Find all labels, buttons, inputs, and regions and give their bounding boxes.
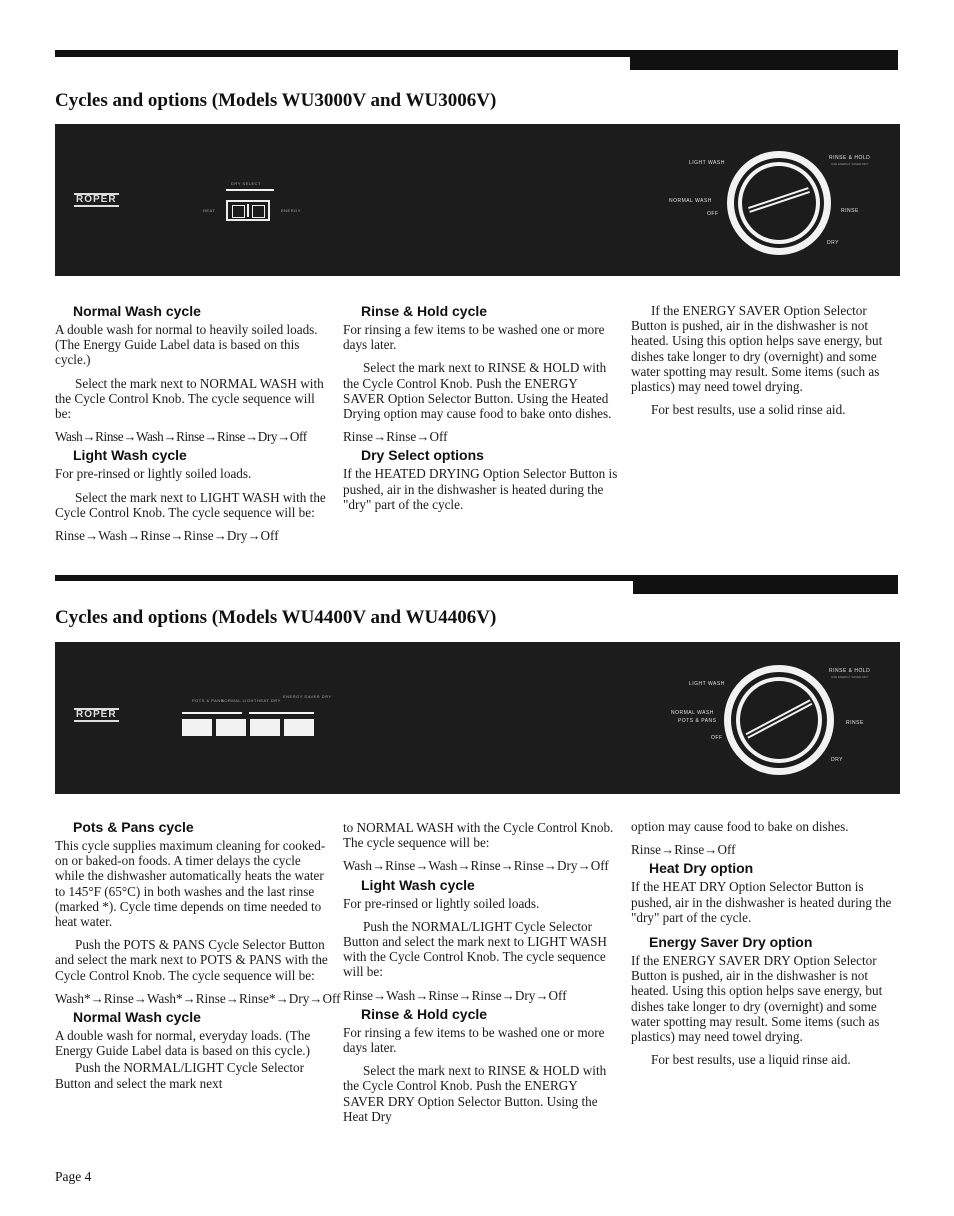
dry-select-button[interactable] [226, 200, 270, 221]
text: Push the NORMAL/LIGHT Cycle Selector Button and select the mark next to LIGHT WASH with the Cycle Control Knob. The cycle sequence will be: [343, 918, 607, 980]
text: If the ENERGY SAVER Option Selector Button is pushed, air in the dishwasher is not heated. Using this option helps save energy, but dishes take longer to dry (overnight) and some water spotting may result. Some items (such as plastics) may need towel drying. [631, 303, 883, 395]
button-inner [252, 205, 265, 218]
section2-column-3 [631, 819, 899, 1075]
dry-select-caption: DRY SELECT [231, 181, 261, 186]
option-selector-line [249, 712, 314, 714]
section1-column-3 [631, 303, 899, 425]
dial-light-wash: LIGHT WASH [689, 681, 725, 687]
text: Push the NORMAL/LIGHT Cycle Selector Button and select the mark next [55, 1060, 305, 1091]
cycle-sequence: Wash→Rinse→Wash→Rinse→Rinse→Dry→Off [343, 858, 609, 874]
normal-wash-heading: Normal Wash cycle [73, 303, 201, 319]
text: For rinsing a few items to be washed one or more days later. [343, 322, 605, 353]
cycle-selector-line [182, 712, 242, 714]
text: to NORMAL WASH with the Cycle Control Knob. The cycle sequence will be: [343, 820, 614, 851]
heat-tiny-label: HEAT [203, 208, 216, 213]
cycle-sequence: Rinse→Rinse→Off [631, 842, 736, 858]
brand-logo: ROPER [76, 709, 117, 720]
selector-line [226, 189, 274, 191]
section1-column-2 [343, 302, 618, 520]
cycle-control-knob[interactable] [717, 138, 842, 268]
text: Push the POTS & PANS Cycle Selector Button and select the mark next to POTS & PANS with the Cycle Control Knob. The cycle sequence will be: [55, 937, 328, 983]
dial-off: OFF [707, 211, 719, 217]
text: If the ENERGY SAVER DRY Option Selector Button is pushed, air in the dishwasher is not heated. Using this option helps save energy, but dishes take longer to dry (overnight) and some water spotting may result. Some items (such as plastics) may need towel drying. [631, 953, 883, 1045]
text: Select the mark next to LIGHT WASH with the Cycle Control Knob. The cycle sequence will be: [55, 489, 326, 520]
dial-rinse-hold-sub: USE ENERGY SAVER DRY [831, 675, 869, 679]
normal-light-tiny-label: NORMAL LIGHT [221, 698, 257, 703]
section2-top-rule [55, 575, 898, 581]
text: For best results, use a liquid rinse aid. [651, 1052, 851, 1068]
text: For pre-rinsed or lightly soiled loads. [55, 466, 252, 482]
text: A double wash for normal, everyday loads. (The Energy Guide Label data is based on this cycle.) [55, 1028, 311, 1059]
section1-column-1 [55, 302, 327, 551]
text: Select the mark next to RINSE & HOLD with the Cycle Control Knob. Push the ENERGY SAVER Option Selector Button. Using the Heated Drying option may cause food to bake onto dishes. [343, 360, 612, 422]
cycle-control-knob[interactable] [717, 652, 842, 787]
dial-pots-pans: POTS & PANS [678, 718, 717, 724]
heat-dry-button[interactable] [250, 719, 280, 736]
brand-logo: ROPER [76, 194, 117, 205]
text: If the HEAT DRY Option Selector Button is pushed, air in the dishwasher is heated during the "dry" part of the cycle. [631, 879, 892, 925]
page-number: Page 4 [55, 1169, 92, 1184]
dial-normal-wash: NORMAL WASH [669, 198, 712, 204]
heat-dry-tiny-label: HEAT DRY [257, 698, 281, 703]
cycle-sequence: Rinse→Wash→Rinse→Rinse→Dry→Off [343, 987, 567, 1003]
section2-column-2 [343, 820, 615, 1132]
pots-pans-tiny-label: POTS & PANS [192, 698, 224, 703]
text: This cycle supplies maximum cleaning for cooked-on or baked-on foods. A timer delays the cycle while the dishwasher automatically heats the water to 145°F (65°C) in both washes and the last rinse (marked *). Cycle time depends on time needed to heat water. [55, 838, 326, 930]
dial-normal-wash: NORMAL WASH [671, 710, 714, 716]
text: option may cause food to bake on dishes. [631, 819, 849, 834]
dial-rinse: RINSE [841, 208, 859, 214]
section1-top-rule [55, 50, 898, 57]
dial-light-wash: LIGHT WASH [689, 160, 725, 166]
cycle-sequence: Rinse→Wash→Rinse→Rinse→Dry→Off [55, 528, 279, 544]
energy-saver-dry-button[interactable] [284, 719, 314, 736]
energy-saver-tiny-label: ENERGY SAVER DRY [283, 694, 332, 699]
light-wash-heading: Light Wash cycle [361, 876, 475, 893]
text: Select the mark next to RINSE & HOLD with the Cycle Control Knob. Push the ENERGY SAVER DRY Option Selector Button. Using the Heat Dry [343, 1063, 607, 1124]
heat-dry-heading: Heat Dry option [649, 860, 754, 877]
section2-column-1 [55, 818, 341, 1099]
section2-title: Cycles and options (Models WU4400V and WU4406V) [55, 607, 497, 628]
section1-control-panel [55, 124, 900, 276]
section1-rule-tab [630, 50, 898, 70]
section2-control-panel [55, 642, 900, 794]
normal-wash-heading: Normal Wash cycle [73, 1009, 201, 1026]
text: For pre-rinsed or lightly soiled loads. [343, 895, 540, 911]
dial-off: OFF [711, 735, 723, 741]
text: Select the mark next to NORMAL WASH with the Cycle Control Knob. The cycle sequence will be: [55, 375, 324, 422]
pots-pans-button[interactable] [182, 719, 212, 736]
dial-rinse: RINSE [846, 720, 864, 726]
rinse-hold-heading: Rinse & Hold cycle [361, 303, 488, 319]
section2-rule-tab [633, 575, 898, 594]
cycle-sequence: Wash→Rinse→Wash→Rinse→Rinse→Dry→Off [55, 429, 307, 445]
light-wash-heading: Light Wash cycle [73, 447, 187, 464]
text: For rinsing a few items to be washed one or more days later. [343, 1024, 605, 1056]
dry-select-heading: Dry Select options [361, 447, 484, 464]
text: A double wash for normal to heavily soiled loads. (The Energy Guide Label data is based on this cycle.) [55, 322, 318, 368]
text: If the HEATED DRYING Option Selector Button is pushed, air in the dishwasher is heated during the "dry" part of the cycle. [343, 466, 618, 512]
button-inner [232, 205, 245, 218]
dial-dry: DRY [827, 240, 839, 246]
dial-rinse-hold: RINSE & HOLD [829, 155, 871, 161]
rinse-hold-heading: Rinse & Hold cycle [361, 1005, 488, 1022]
energy-tiny-label: ENERGY [281, 208, 301, 213]
pots-pans-heading: Pots & Pans cycle [73, 819, 194, 835]
dial-rinse-hold-sub: USE ENERGY SAVER DRY [831, 162, 869, 166]
dial-dry: DRY [831, 757, 843, 763]
cycle-sequence: Wash*→Rinse→Wash*→Rinse→Rinse*→Dry→Off [55, 990, 341, 1006]
cycle-sequence: Rinse→Rinse→Off [343, 429, 448, 445]
button-divider [247, 204, 249, 217]
energy-saver-dry-heading: Energy Saver Dry option [649, 934, 813, 951]
dial-rinse-hold: RINSE & HOLD [829, 668, 871, 674]
text: For best results, use a solid rinse aid. [651, 402, 846, 418]
section1-title: Cycles and options (Models WU3000V and WU3006V) [55, 90, 497, 111]
normal-light-button[interactable] [216, 719, 246, 736]
